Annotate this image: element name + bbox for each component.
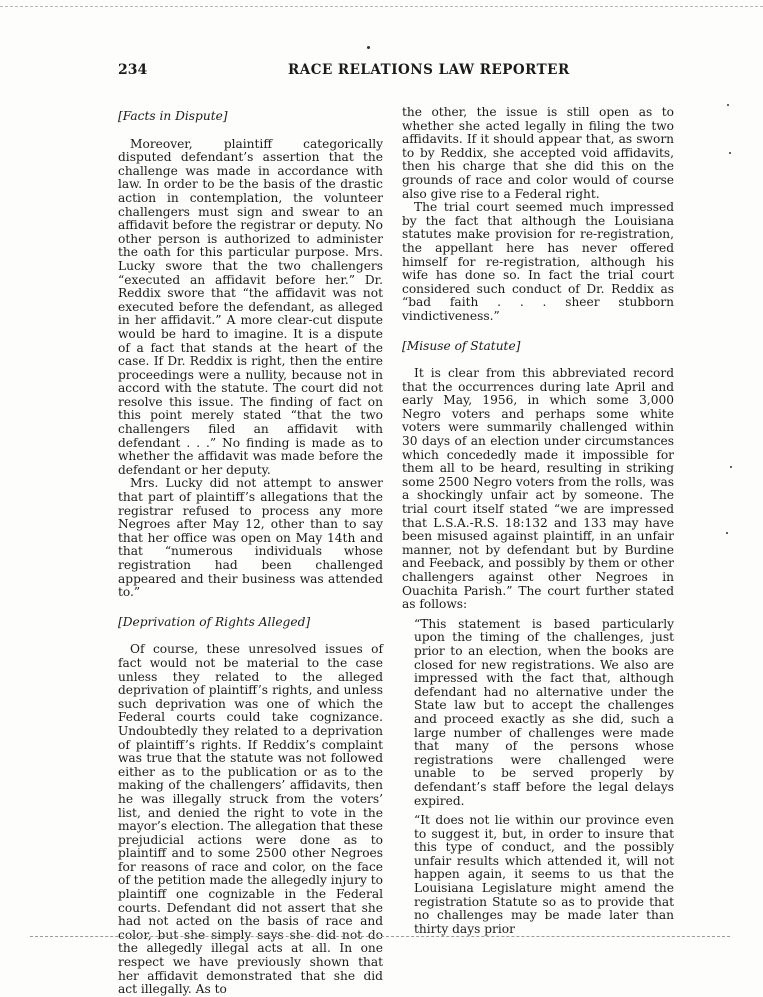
paragraph: the other, the issue is still open as to whether she acted legally in filing the two affidavits. If it should appear that, as sworn to by Reddix, she accepted void affidavits, then his charge that she did this on the grounds of race and color would of course also give rise to a Federal right. [402, 105, 674, 201]
paragraph: Of course, these unresolved issues of fact would not be material to the case unless they related to the alleged deprivation of plaintiff’s rights, and unless such deprivation was one of which the Federal courts could take cognizance. Undoubtedly they related to a deprivation of plaintiff’s rights. If Reddix’s complaint was true that the statute was not followed either as to the publication or as to the making of the challengers’ affidavits, then he was illegally struck from the voters’ list, and denied the right to vote in the mayor’s election. The allegation that these prejudicial actions were done as to plaintiff and to some 2500 other Negroes for reasons of race and color, on the face of the petition made the allegedly injury to plaintiff one cognizable in the Federal courts. Defendant did not assert that she had not acted on the basis of race and color, but she simply says she did not do the allegedly illegal acts at all. In one respect we have previously shown that her affidavit demonstrated that she did act illegally. As to [118, 642, 383, 997]
paragraph: The trial court seemed much impressed by the fact that although the Louisiana statutes make provision for re-registration, the appellant here has never offered himself for re-registration, although his wife has done so. In fact the trial court considered such conduct of Dr. Reddix as “bad faith . . . sheer stubborn vindictiveness.” [402, 200, 674, 323]
page-header [118, 62, 678, 82]
scan-speck [726, 532, 728, 534]
page-number: 234 [118, 62, 148, 78]
section-heading-misuse-of-statute: [Misuse of Statute] [402, 338, 521, 353]
top-scan-rule [0, 6, 763, 7]
block-quote: “This statement is based particularly upon the timing of the challenges, just prior to an election, when the books are closed for new registrations. We also are impressed with the fact that, although defendant had no alternative under the State law but to accept the challenges and proceed exactly as she did, such a large number of challenges were made that many of the persons whose registrations were challenged were unable to be served properly by defendant’s staff before the legal delays expired. [414, 616, 674, 808]
paragraph: It is clear from this abbreviated record that the occurrences during late April and early May, 1956, in which some 3,000 Negro voters and perhaps some white voters were summarily challenged within 30 days of an election under circumstances which concededly made it impossible for them all to be heard, resulting in striking some 2500 Negro voters from the rolls, was a shockingly unfair act by someone. The trial court itself stated “we are impressed that L.S.A.-R.S. 18:132 and 133 may have been misused against plaintiff, in an unfair manner, not by defendant but by Burdine and Feeback, and possibly by them or other challengers against other Negroes in Ouachita Parish.” The court further stated as follows: [402, 366, 674, 612]
section-heading-facts-in-dispute: [Facts in Dispute] [118, 109, 228, 123]
scan-speck [367, 46, 370, 49]
paragraph: Moreover, plaintiff categorically disputed defendant’s assertion that the challenge was made in accordance with law. In order to be the basis of the drastic action in contemplation, the volunteer challengers must sign and swear to an affidavit before the registrar or deputy. No other person is authorized to administer the oath for this particular purpose. Mrs. Lucky swore that the two challengers “executed an affidavit before her.” Dr. Reddix swore that “the affidavit was not executed before the defendant, as alleged in her affidavit.” A more clear-cut dispute would be hard to imagine. It is a dispute of a fact that stands at the heart of the case. If Dr. Reddix is right, then the entire proceedings were a nullity, because not in accord with the statute. The court did not resolve this issue. The finding of fact on this point merely stated “that the two challengers filed an affidavit with defendant . . .” No finding is made as to whether the affidavit was made before the defendant or her deputy. [118, 136, 383, 477]
running-title: RACE RELATIONS LAW REPORTER [288, 62, 570, 78]
scan-speck [727, 104, 729, 106]
bottom-scan-rule [30, 936, 730, 937]
right-column [402, 106, 674, 936]
paragraph: Mrs. Lucky did not attempt to answer that part of plaintiff’s allegations that the registrar refused to process any more Negroes after May 12, other than to say that her office was open on May 14th and that “numerous individuals whose registration had been challenged appeared and their business was attended to.” [118, 476, 383, 600]
section-heading-deprivation-of-rights: [Deprivation of Rights Alleged] [118, 614, 311, 629]
scan-speck [730, 466, 732, 468]
scan-speck [729, 152, 731, 154]
left-column [118, 106, 383, 997]
block-quote: “It does not lie within our province even to suggest it, but, in order to insure that this type of conduct, and the possibly unfair results which attended it, will not happen again, it seems to us that the Louisiana Legislature might amend the registration Statute so as to provide that no challenges may be made later than thirty days prior [414, 813, 674, 936]
